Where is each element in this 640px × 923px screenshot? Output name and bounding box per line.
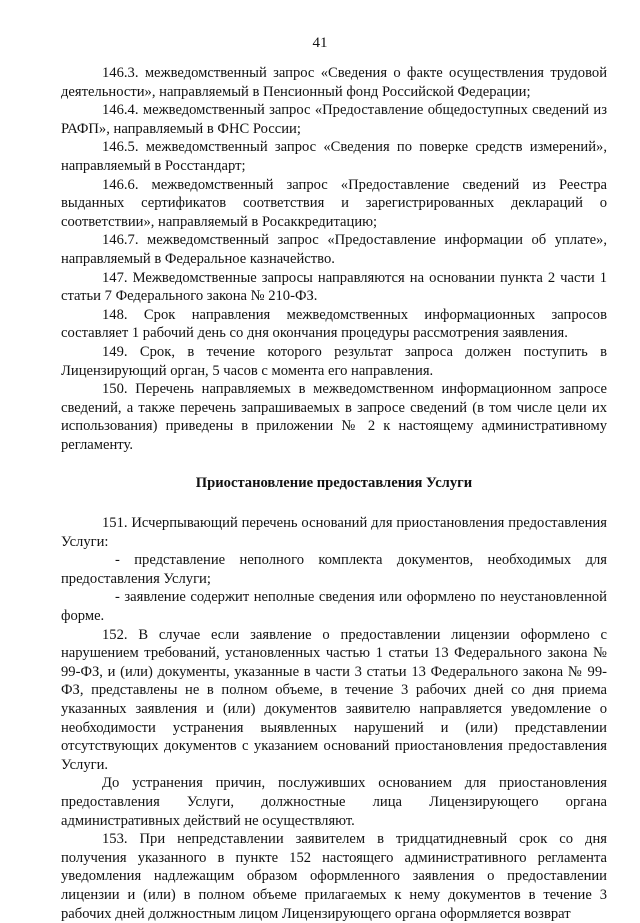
paragraph-152: 152. В случае если заявление о предоставлении лицензии оформлено с нарушением требований, установленных частью 1 статьи 13 Федерального закона № 99-ФЗ, и (или) документы, указанные в части 3 статьи 13 Федерального закона № 99-ФЗ, представлены не в полном объеме, в течение 3 рабочих дней со дня приема указанных заявления и (или) документов заявителю направляется уведомление о необходимости устранения выявленных нарушений и (или) представлении отсутствующих документов с указанием оснований приостановления предоставления Услуги. <box>61 626 607 773</box>
paragraph-146-4: 146.4. межведомственный запрос «Предоставление общедоступных сведений из РАФП», направляемый в ФНС России; <box>61 102 607 137</box>
list-item-incomplete-application: - заявление содержит неполные сведения или оформлено по неустановленной форме. <box>61 589 607 625</box>
section-heading: Приостановление предоставления Услуги <box>195 475 473 492</box>
paragraph-146-5: 146.5. межведомственный запрос «Сведения по поверке средств измерений», направляемый в Росстандарт; <box>61 139 607 174</box>
paragraph-146-6: 146.6. межведомственный запрос «Предоставление сведений из Реестра выданных сертификатов соответствия и зарегистрированных деклараций о соответствии», направляемый в Росаккредитацию; <box>61 176 607 230</box>
paragraph-146-7: 146.7. межведомственный запрос «Предоставление информации об уплате», направляемый в Федеральное казначейство. <box>61 232 607 267</box>
paragraph-148: 148. Срок направления межведомственных информационных запросов составляет 1 рабочий день со дня окончания процедуры рассмотрения заявления. <box>61 306 607 342</box>
paragraph-153: 153. При непредставлении заявителем в тридцатидневный срок со дня получения указанного в пункте 152 настоящего административного регламента уведомления надлежащим образом оформленного заявления о предоставлении лицензии и (или) в полном объеме прилагаемых к нему документов в течение 3 рабочих дней должностным лицом Лицензирующего органа оформляется возврат <box>61 831 607 922</box>
paragraph-149: 149. Срок, в течение которого результат запроса должен поступить в Лицензирующий орган, 5 часов с момента его направления. <box>61 343 607 379</box>
paragraph-146-3: 146.3. межведомственный запрос «Сведения о факте осуществления трудовой деятельности», направляемый в Пенсионный фонд Российской Федерации; <box>61 65 607 100</box>
paragraph-147: 147. Межведомственные запросы направляются на основании пункта 2 части 1 статьи 7 Федерального закона № 210-ФЗ. <box>61 269 607 305</box>
list-item-incomplete-documents: - представление неполного комплекта документов, необходимых для предоставления Услуги; <box>61 552 607 587</box>
paragraph-152-continuation: До устранения причин, послуживших основанием для приостановления предоставления Услуги, должностные лица Лицензирующего органа административных действий не осуществляют. <box>61 775 607 829</box>
paragraph-150: 150. Перечень направляемых в межведомственном информационном запросе сведений, а также перечень запрашиваемых в запросе сведений (в том числе цели их использования) приведены в приложении № 2 к настоящему административному регламенту. <box>61 381 607 453</box>
page-number: 41 <box>312 35 328 51</box>
page-content <box>61 64 607 923</box>
paragraph-151: 151. Исчерпывающий перечень оснований для приостановления предоставления Услуги: <box>61 515 607 550</box>
